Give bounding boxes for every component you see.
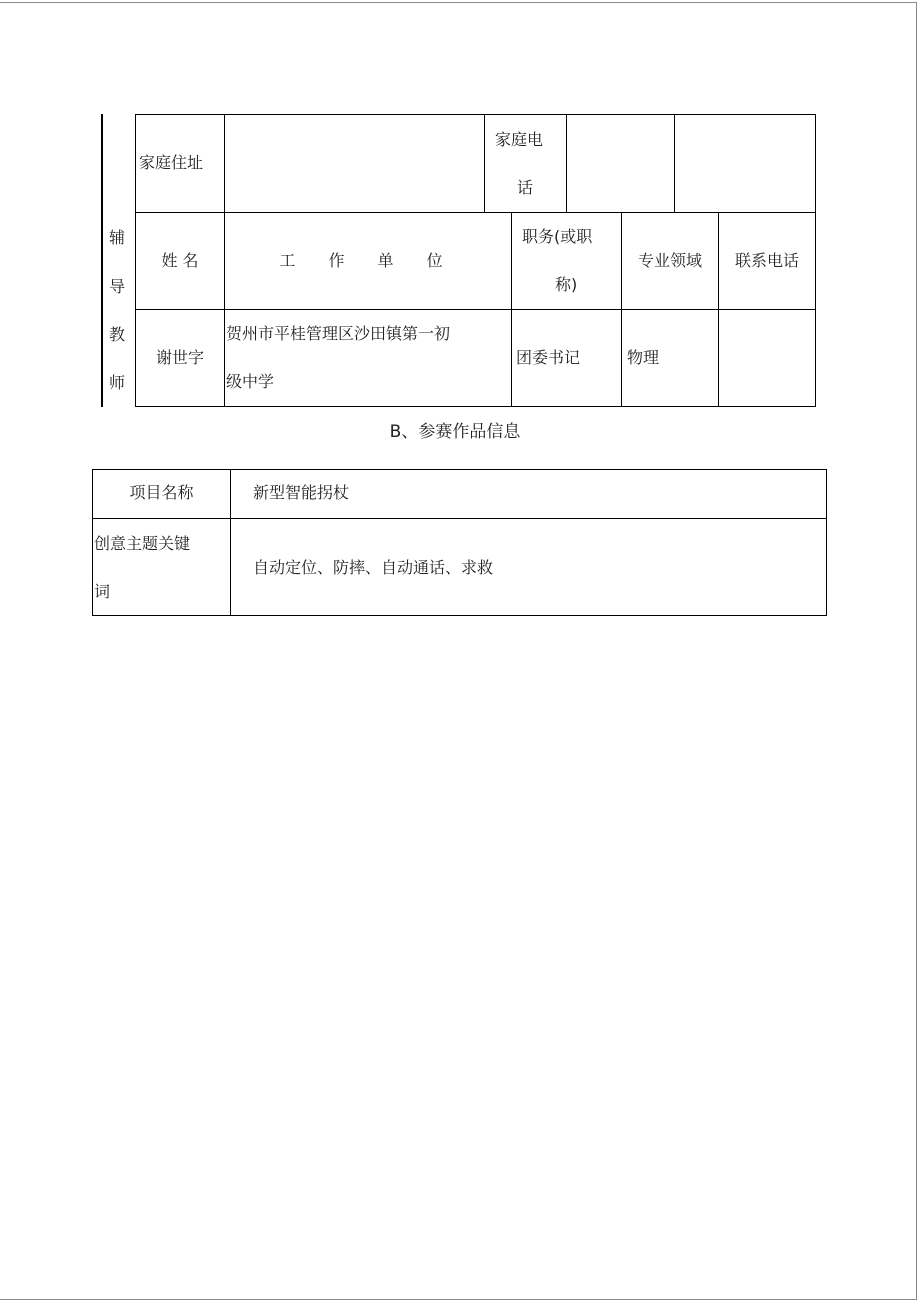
header-position-line2: 称) — [555, 275, 578, 294]
advisor-label-char: 师 — [109, 373, 126, 392]
header-name: 姓 名 — [161, 251, 199, 270]
project-name-label: 项目名称 — [129, 483, 194, 502]
header-position-line1: 职务(或职 — [522, 227, 593, 246]
advisor-label-char: 导 — [109, 277, 126, 296]
address-label: 家庭住址 — [139, 153, 204, 172]
home-phone-label-line2: 话 — [517, 178, 534, 197]
header-work-unit: 工 作 单 位 — [279, 251, 457, 270]
advisor-label-char: 教 — [109, 325, 126, 344]
advisor-work-unit-line2: 级中学 — [226, 372, 275, 391]
section-b-title: B、参赛作品信息 — [389, 422, 521, 442]
keywords-value: 自动定位、防摔、自动通话、求救 — [253, 558, 494, 577]
advisor-position: 团委书记 — [516, 348, 581, 367]
home-phone-label-line1: 家庭电 — [495, 130, 544, 149]
header-field: 专业领域 — [637, 251, 702, 270]
advisor-name: 谢世字 — [155, 348, 204, 367]
header-contact: 联系电话 — [734, 251, 799, 270]
project-name-value: 新型智能拐杖 — [253, 483, 350, 502]
page-border — [0, 2, 917, 1300]
keywords-label-line1: 创意主题关键 — [94, 534, 191, 553]
keywords-label-line2: 词 — [94, 582, 111, 601]
advisor-work-unit-line1: 贺州市平桂管理区沙田镇第一初 — [226, 324, 451, 343]
advisor-field: 物理 — [627, 348, 660, 367]
advisor-label-char: 辅 — [109, 228, 126, 247]
